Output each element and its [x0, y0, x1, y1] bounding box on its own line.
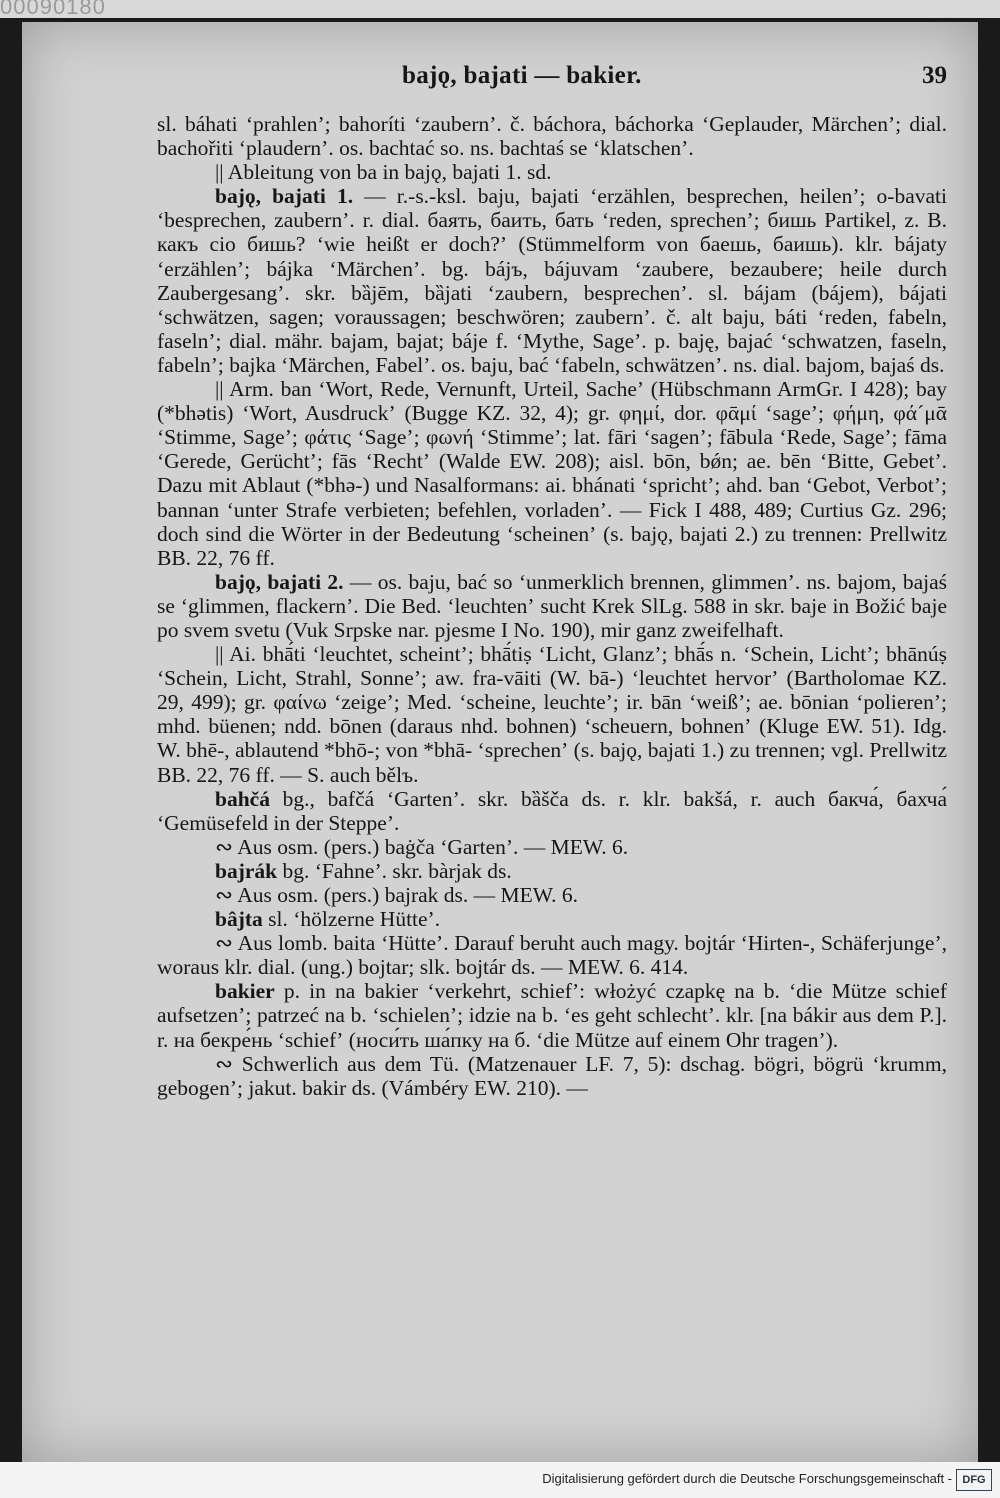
entry-paragraph — [157, 570, 947, 642]
running-head: bajǫ, bajati — bakier. — [402, 62, 642, 89]
entry-paragraph — [157, 883, 947, 907]
entry-lemma: bahčá — [215, 786, 270, 811]
page-header — [157, 58, 947, 98]
entry-paragraph — [157, 931, 947, 979]
entry-text: bg., bafčá ʻGartenʼ. skr. bȁšča ds. r. klr. bakšá, r. auch бакча́, бахча́ ʻGemüsefeld in der Steppeʼ. — [157, 786, 947, 835]
entry-paragraph — [157, 907, 947, 931]
entry-paragraph — [157, 160, 947, 184]
entry-text: || Arm. ban ʻWort, Rede, Vernunft, Urteil, Sacheʼ (Hübschmann ArmGr. I 428); bay (*bhətis) ʻWort, Ausdruckʼ (Bugge KZ. 32, 4); gr. φημί, dor. φᾱμί ʻsageʼ; φήμη, φά´μᾱ ʻStimme, Sageʼ; φάτις ʻSageʼ; φωνή ʻStimmeʼ; lat. fāri ʻsagenʼ; fābula ʻRede, Sageʼ; fāma ʻGerede, Gerüchtʼ; fās ʻRechtʼ (Walde EW. 208); aisl. bōn, bǿn; ae. bēn ʻBitte, Gebetʼ. Dazu mit Ablaut (*bhə-) und Nasalformans: ai. bhánati ʻsprichtʼ; ahd. ban ʻGebot, Verbotʼ; bannan ʻunter Strafe verbieten; befehlen, vorladenʼ. — Fick I 488, 489; Curtius Gz. 296; doch sind die Wörter in der Bedeutung ʻscheinenʼ (s. bajǫ, bajati 2.) zu trennen: Prellwitz BB. 22, 76 ff. — [157, 377, 947, 570]
entry-paragraph — [157, 184, 947, 377]
page-content — [157, 58, 947, 1100]
entry-text: — os. baju, bać so ʻunmerklich brennen, glimmenʼ. ns. bajom, bajaś se ʻglimmen, flackernʼ. Die Bed. ʻleuchtenʼ sucht Krek SlLg. 588 in skr. baje in Božić baje po svem svetu (Vuk Srpske nar. pjesme I No. 190), mir ganz zweifelhaft. — [157, 569, 947, 642]
entry-paragraph — [157, 1052, 947, 1100]
scan-id: 00090180 — [0, 0, 106, 19]
footer-bar — [0, 1462, 1000, 1498]
entry-text: p. in na bakier ʻverkehrt, schiefʼ: włożyć czapkę na b. ʻdie Mütze schief aufsetzenʼ; patrzeć na b. ʻschielenʼ; idzie na b. ʻes geht schlechtʼ. klr. [na bákir aus dem P.]. r. на бекре́нь ʻschiefʼ (носи́ть ша́пку на б. ʻdie Mütze auf einem Ohr tragenʼ). — [157, 979, 947, 1052]
entry-paragraph — [157, 835, 947, 859]
entry-text: ∾ Schwerlich aus dem Tü. (Matzenauer LF. 7, 5): dschag. bögri, bögrü ʻkrumm, gebogenʼ; jakut. bakir ds. (Vámbéry EW. 210). — — [157, 1051, 947, 1100]
entry-lemma: bakier — [215, 979, 275, 1004]
entry-lemma: bâjta — [215, 907, 263, 932]
entry-paragraph — [157, 112, 947, 160]
entry-text: sl. ʻhölzerne Hütteʼ. — [262, 907, 441, 932]
entry-text: || Ai. bhā́ti ʻleuchtet, scheintʼ; bhā́tiṣ ʻLicht, Glanzʼ; bhā́s n. ʻSchein, Lichtʼ; bhānúṣ ʻSchein, Licht, Strahl, Sonneʼ; aw. fra-vāiti (W. bā-) ʻleuchtet hervorʼ (Bartholomae KZ. 29, 499); gr. φαίνω ʻzeigeʼ; Med. ʻscheine, leuchteʼ; ir. bān ʻweißʼ; ae. bōnian ʻpolierenʼ; mhd. büenen; ndd. bōnen (daraus nhd. bohnen) ʻscheuern, bohnenʼ (Kluge EW. 51). Idg. W. bhē-, ablautend *bhō-; von *bhā- ʻsprechenʼ (s. bajǫ, bajati 1.) zu trennen; vgl. Prellwitz BB. 22, 76 ff. — S. auch bělъ. — [157, 642, 947, 787]
dictionary-text — [157, 112, 947, 1100]
entry-lemma: bajǫ, bajati 1. — [215, 184, 354, 209]
entry-text: sl. báhati ʻprahlenʼ; bahoríti ʻzaubernʼ. č. báchora, báchorka ʻGeplauder, Märchenʼ; dial. bachořiti ʻplaudernʼ. os. bachtać so. ns. bachtaś se ʻklatschenʼ. — [157, 112, 947, 161]
entry-paragraph — [157, 377, 947, 570]
entry-text: bg. ʻFahneʼ. skr. bàrjak ds. — [277, 858, 512, 883]
entry-lemma: bajǫ, bajati 2. — [215, 569, 344, 594]
entry-text: ∾ Aus lomb. baita ʻHütteʼ. Darauf beruht auch magy. bojtár ʻHirten-, Schäferjungeʼ, woraus klr. dial. (ung.) bojtar; slk. bojtár ds. — MEW. 6. 414. — [157, 931, 947, 980]
entry-paragraph — [157, 859, 947, 883]
book-page — [22, 22, 978, 1462]
funding-credit: Digitalisierung gefördert durch die Deutsche Forschungsgemeinschaft - — [542, 1471, 952, 1486]
entry-paragraph — [157, 787, 947, 835]
dfg-logo-icon: DFG — [956, 1469, 992, 1491]
entry-text: — r.-s.-ksl. baju, bajati ʻerzählen, besprechen, heilenʼ; o-bavati ʻbesprechen, zaubernʼ. r. dial. баять, баить, бать ʻreden, sprechenʼ; бишь Partikel, z. B. какъ сіо бишь? ʻwie heißt er doch?ʼ (Stümmelform von баешь, баишь). klr. bájaty ʻerzählenʼ; bájka ʻMärchenʼ. bg. bájъ, bájuvam ʻzaubere, bezaubere; heile durch Zaubergesangʼ. skr. bȁjēm, bȁjati ʻzaubern, besprechenʼ. sl. bájam (bájem), bájati ʻschwätzen, sagen; voraussagen; beschwören; zaubernʼ. č. alt baju, báti ʻreden, fabeln, faselnʼ; dial. mähr. bajam, bajat; báje f. ʻMythe, Sageʼ. p. baję, bajać ʻschwatzen, faseln, fabelnʼ; bajka ʻMärchen, Fabelʼ. os. baju, bać ʻfabeln, schwätzenʼ. ns. dial. bajom, bajaś ds. — [157, 184, 947, 377]
page-number: 39 — [922, 62, 947, 89]
entry-text: ∾ Aus osm. (pers.) bajrak ds. — MEW. 6. — [215, 883, 578, 907]
entry-text: || Ableitung von ba in bajǫ, bajati 1. sd. — [215, 160, 552, 185]
entry-text: ∾ Aus osm. (pers.) baġča ʻGartenʼ. — MEW. 6. — [215, 834, 629, 859]
entry-lemma: bajrák — [215, 858, 278, 883]
entry-paragraph — [157, 979, 947, 1051]
scan-top-strip — [0, 0, 1000, 18]
entry-paragraph — [157, 642, 947, 787]
